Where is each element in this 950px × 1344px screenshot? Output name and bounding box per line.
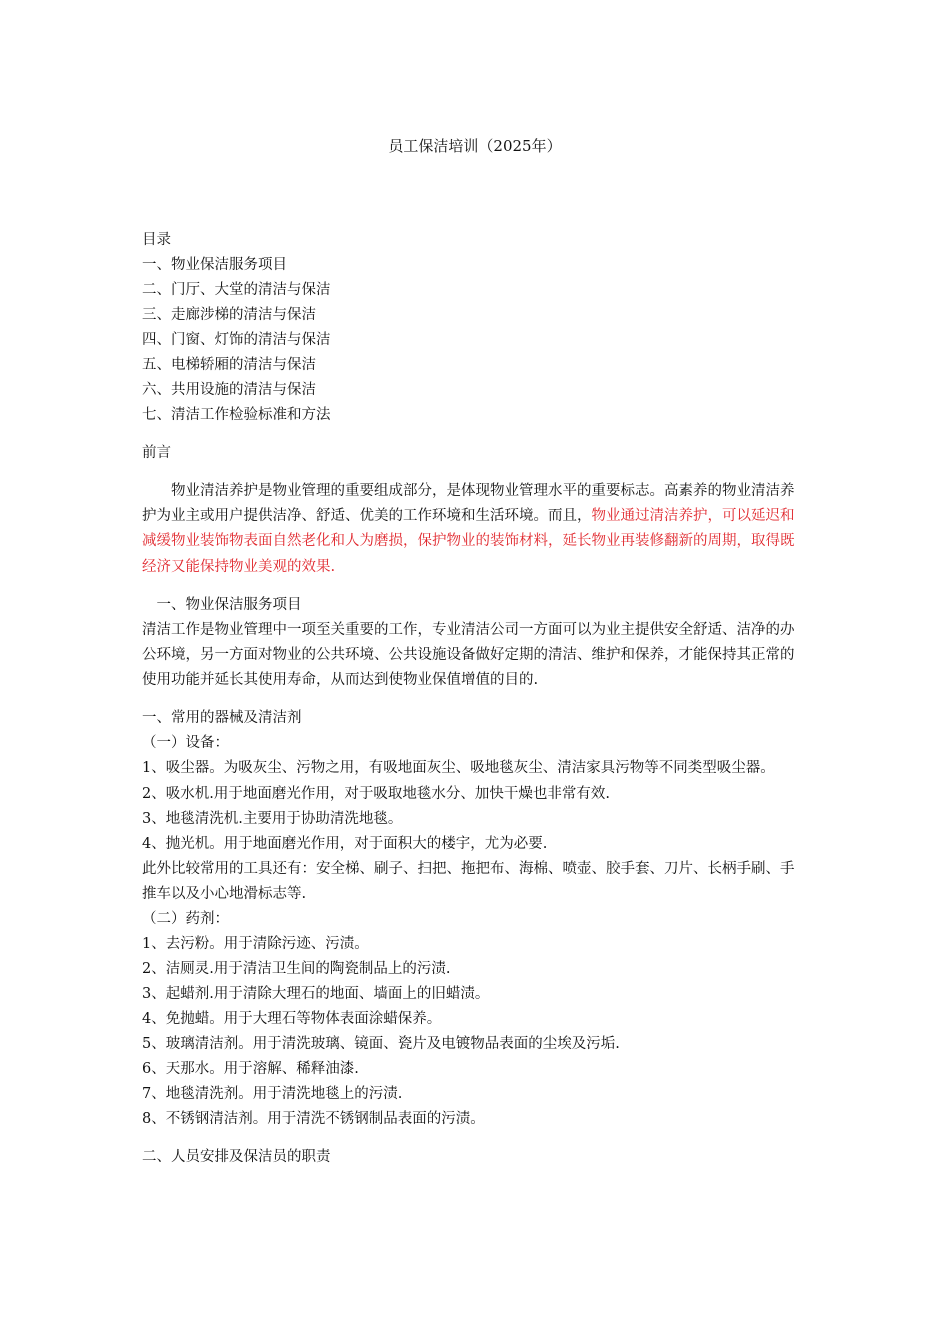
toc-item: 一、物业保洁服务项目 [142,257,287,273]
tools-heading: 一、常用的器械及清洁剂 [142,710,302,727]
equipment-item: 1、吸尘器。为吸灰尘、污物之用，有吸地面灰尘、吸地毯灰尘、清洁家具污物等不同类型吸尘器。 [142,760,775,777]
equipment-item: 4、抛光机。用于地面磨光作用，对于面积大的楼宇，尤为必要. [142,835,548,852]
chemical-item: 3、起蜡剂.用于清除大理石的地面、墙面上的旧蜡渍。 [142,986,490,1003]
chemical-item: 8、不锈钢清洁剂。用于清洗不锈钢制品表面的污渍。 [142,1111,485,1128]
section-heading: 一、物业保洁服务项目 [156,596,302,613]
chemical-item: 2、洁厕灵.用于清洁卫生间的陶瓷制品上的污渍. [142,961,451,978]
preface-paragraph [142,479,806,580]
chemical-item: 7、地毯清洗剂。用于清洗地毯上的污渍. [142,1086,403,1103]
equipment-item: 3、地毯清洗机.主要用于协助清洗地毯。 [142,810,403,827]
document-title: 员工保洁培训（2025年） [388,137,562,155]
toc-item: 二、门厅、大堂的清洁与保洁 [142,282,331,298]
toc-item: 七、清洁工作检验标准和方法 [142,407,331,423]
chemical-item: 1、去污粉。用于清除污迹、污渍。 [142,936,369,953]
toc-heading: 目录 [142,232,171,248]
other-tools-paragraph: 此外比较常用的工具还有：安全梯、刷子、扫把、拖把布、海棉、喷壶、胶手套、刀片、长柄手刷、手推车以及小心地滑标志等. [142,860,795,902]
toc-item: 三、走廊涉梯的清洁与保洁 [142,307,316,323]
equipment-item: 2、吸水机.用于地面磨光作用，对于吸取地毯水分、加快干燥也非常有效. [142,785,610,802]
chemical-item: 6、天那水。用于溶解、稀释油漆. [142,1061,359,1078]
chemical-item: 5、玻璃清洁剂。用于清洗玻璃、镜面、瓷片及电镀物品表面的尘埃及污垢. [142,1036,620,1053]
preface-heading: 前言 [142,445,171,461]
equipment-heading: （一）设备： [142,735,229,752]
toc-item: 四、门窗、灯饰的清洁与保洁 [142,332,331,348]
chemicals-heading: （二）药剂： [142,911,229,928]
toc-item: 六、共用设施的清洁与保洁 [142,382,316,398]
preface-text: 物业清洁养护是物业管理的重要组成部分，是体现物业管理水平的重要标志。高素养的物业清洁养护为业主或用户提供洁净、舒适、优美的工作环境和生活环境。而且， [142,483,795,525]
document-body [142,228,806,1170]
preface-highlight-text: 物业通过清洁养护，可以延迟和减缓物业装饰物表面自然老化和人为磨损，保护物业的装饰材料，延长物业再装修翻新的周期，取得既经济又能保持物业美观的效果. [142,508,795,575]
section-heading: 二、人员安排及保洁员的职责 [142,1149,331,1166]
chemical-item: 4、免抛蜡。用于大理石等物体表面涂蜡保养。 [142,1011,442,1028]
section-paragraph: 清洁工作是物业管理中一项至关重要的工作，专业清洁公司一方面可以为业主提供安全舒适、洁净的办公环境，另一方面对物业的公共环境、公共设施设备做好定期的清洁、维护和保养，才能保持其正常的使用功能并延长其使用寿命，从而达到使物业保值增值的目的. [142,621,795,689]
toc-item: 五、电梯轿厢的清洁与保洁 [142,357,316,373]
